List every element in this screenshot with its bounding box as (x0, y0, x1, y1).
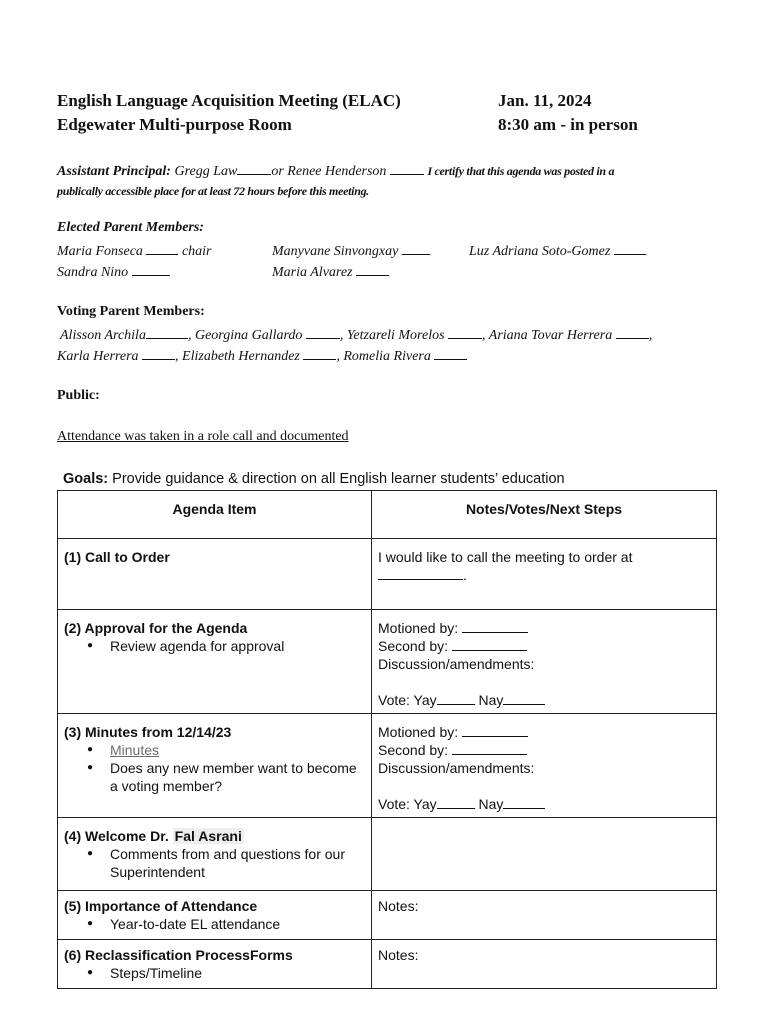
nay-blank (503, 795, 545, 809)
voting-members-line-1 (60, 325, 652, 344)
second-by-line (378, 637, 710, 655)
table-row (58, 891, 717, 940)
meeting-date: Jan. 11, 2024 (498, 91, 592, 110)
attendance-blank (616, 325, 649, 339)
elected-member (469, 241, 646, 260)
elected-members-heading: Elected Parent Members: (57, 220, 204, 235)
table-row (58, 714, 717, 818)
attendance-blank (402, 241, 430, 255)
notes-header: Notes/Votes/Next Steps (372, 491, 717, 539)
elected-member (57, 262, 170, 281)
motioned-by-label: Motioned by: (378, 620, 459, 636)
voting-member-name: Karla Herrera (57, 349, 139, 364)
meeting-title: English Language Acquisition Meeting (ELAC) (57, 91, 401, 110)
attendance-blank (303, 346, 336, 360)
vote-yay-label: Vote: Yay (378, 692, 437, 708)
vote-nay-label: Nay (474, 692, 504, 708)
voting-member-name: , Georgina Gallardo (187, 328, 303, 343)
motioned-by-line (378, 723, 710, 741)
discussion-label: Discussion/amendments: (378, 656, 535, 672)
attendance-blank (306, 325, 340, 339)
motioned-by-label: Motioned by: (378, 724, 459, 740)
attendance-blank (614, 241, 646, 255)
agenda-item-title: (2) Approval for the Agenda (64, 620, 248, 636)
agenda-bullet: ● Review agenda for approval (110, 637, 365, 655)
minutes-link[interactable]: Minutes (110, 742, 160, 758)
second-by-line (378, 741, 710, 759)
agenda-bullet: ● Comments from and questions for our Superintendent (110, 845, 365, 881)
certification-line-2: publically accessible place for at least 72 hours before this meeting. (57, 184, 369, 198)
second-by-blank (452, 637, 527, 651)
certification-line-1: I certify that this agenda was posted in a (427, 164, 615, 178)
meeting-location: Edgewater Multi-purpose Room (57, 115, 292, 134)
signature-blank (237, 161, 271, 175)
goals-line (63, 471, 565, 487)
agenda-bullet: ● Year-to-date EL attendance (110, 915, 365, 933)
elected-member-name: Sandra Nino (57, 265, 129, 280)
table-row (58, 940, 717, 989)
attendance-blank (448, 325, 482, 339)
agenda-item-title: (3) Minutes from 12/14/23 (64, 724, 232, 740)
period: . (463, 567, 467, 583)
assistant-principal-name-1: Gregg Law (174, 164, 238, 179)
elected-member-name: Manyvane Sinvongxay (272, 244, 399, 259)
assistant-principal-line (57, 161, 614, 180)
agenda-item-header: Agenda Item (58, 491, 372, 539)
welcome-prefix: (4) Welcome Dr. (64, 828, 173, 844)
agenda-table (57, 490, 717, 989)
table-row (58, 818, 717, 891)
assistant-principal-label: Assistant Principal: (57, 164, 171, 179)
notes-label: Notes: (378, 898, 419, 914)
table-row (58, 539, 717, 610)
voting-separator: , (648, 328, 653, 343)
second-by-label: Second by: (378, 742, 449, 758)
second-by-blank (452, 741, 527, 755)
voting-member-name: Alisson Archila (60, 328, 146, 343)
signature-blank (390, 161, 424, 175)
agenda-bullet: ● Does any new member want to become a voting member? (110, 759, 365, 795)
attendance-blank (146, 325, 188, 339)
superintendent-name: Fal Asrani (174, 828, 242, 844)
vote-line (378, 795, 710, 813)
elected-member-role: chair (181, 244, 212, 259)
attendance-blank (146, 241, 178, 255)
discussion-label: Discussion/amendments: (378, 760, 535, 776)
vote-nay-label: Nay (474, 796, 504, 812)
time-blank (378, 566, 463, 580)
agenda-item-title (64, 827, 365, 845)
attendance-blank (356, 262, 389, 276)
table-header-row (58, 491, 717, 539)
yay-blank (437, 691, 475, 705)
public-label: Public: (57, 388, 100, 403)
nay-blank (503, 691, 545, 705)
goals-label: Goals: (63, 471, 109, 487)
voting-member-name: , Ariana Tovar Herrera (482, 328, 613, 343)
yay-blank (437, 795, 475, 809)
voting-member-name: , Romelia Rivera (336, 349, 431, 364)
goals-text: Provide guidance & direction on all English learner students’ education (112, 471, 565, 487)
motioned-by-blank (462, 723, 528, 737)
agenda-item-title: (1) Call to Order (64, 549, 170, 565)
voting-members-heading: Voting Parent Members: (57, 304, 205, 319)
elected-member (57, 241, 212, 260)
table-row (58, 610, 717, 714)
call-to-order-time-line (378, 566, 710, 584)
elected-member (272, 241, 430, 260)
vote-yay-label: Vote: Yay (378, 796, 437, 812)
attendance-blank (132, 262, 170, 276)
second-by-label: Second by: (378, 638, 449, 654)
meeting-time: 8:30 am - in person (498, 115, 638, 134)
elected-member-name: Maria Alvarez (272, 265, 353, 280)
attendance-blank (434, 346, 467, 360)
call-to-order-note: I would like to call the meeting to order at (378, 549, 633, 565)
motioned-by-line (378, 619, 710, 637)
agenda-item-title: (6) Reclassification ProcessForms (64, 947, 293, 963)
voting-member-name: , Elizabeth Hernandez (175, 349, 300, 364)
elected-member-name: Luz Adriana Soto-Gomez (469, 244, 611, 259)
vote-line (378, 691, 710, 709)
voting-member-name: , Yetzareli Morelos (339, 328, 445, 343)
attendance-blank (142, 346, 175, 360)
voting-members-line-2 (57, 346, 467, 365)
notes-label: Notes: (378, 947, 419, 963)
attendance-note: Attendance was taken in a role call and documented (57, 429, 349, 444)
elected-member (272, 262, 389, 281)
motioned-by-blank (462, 619, 528, 633)
agenda-bullet: ● Steps/Timeline (110, 964, 365, 982)
agenda-item-title: (5) Importance of Attendance (64, 898, 258, 914)
assistant-principal-name-2: or Renee Henderson (271, 164, 387, 179)
elected-member-name: Maria Fonseca (57, 244, 143, 259)
